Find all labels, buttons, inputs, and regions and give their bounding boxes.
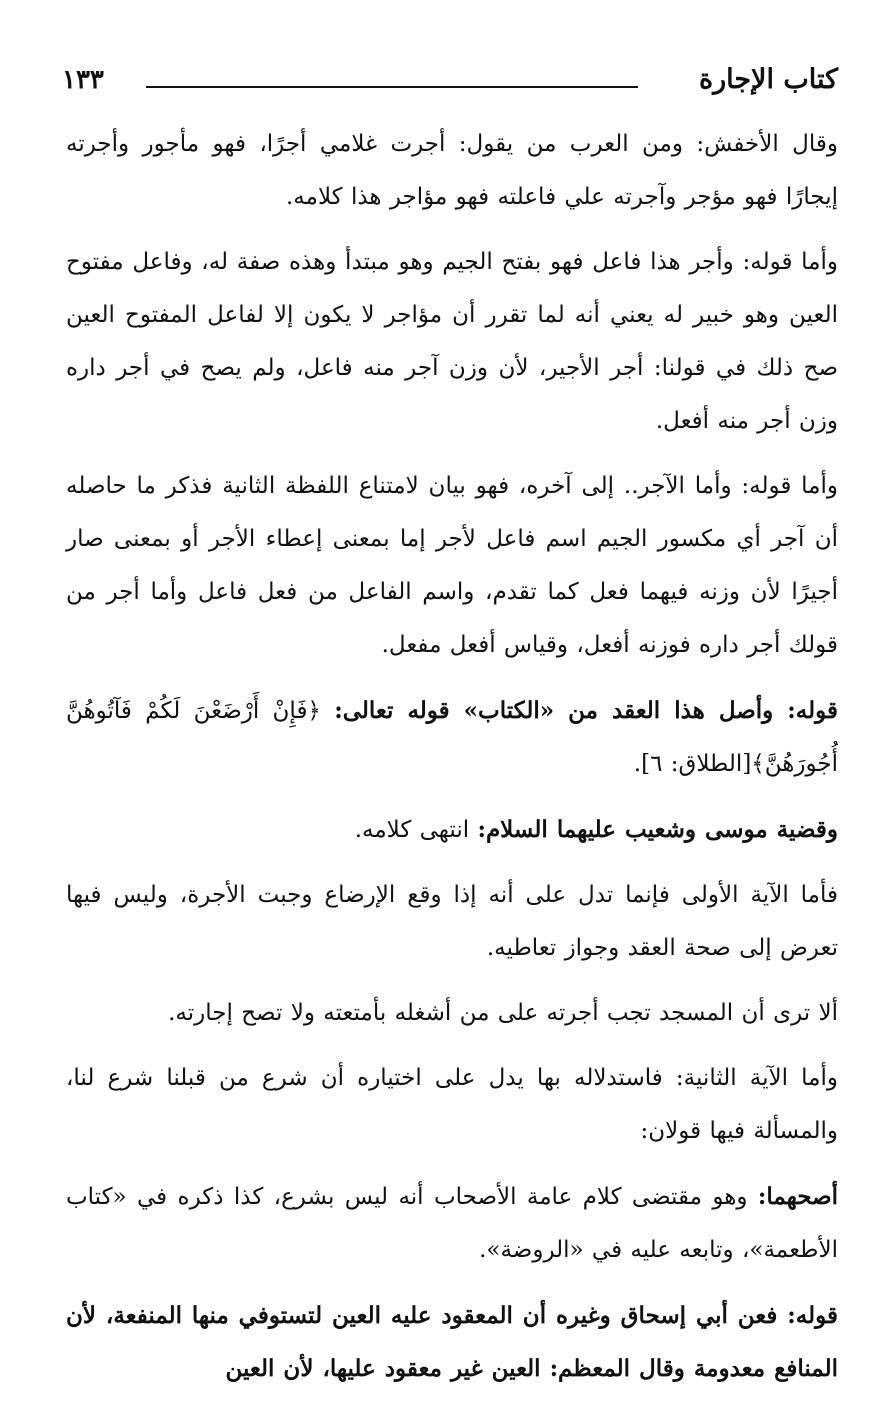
paragraph-lead: قوله: فعن أبي إسحاق وغيره أن المعقود عليه العين لتستوفي منها المنفعة، لأن المنافع معدومة وقال المعظم: العين غير معقود عليها، لأن العين [66,1302,838,1382]
paragraph-fa3il [66,236,838,448]
paragraph-text: وهو مقتضى كلام عامة الأصحاب أنه ليس بشرع، كذا ذكره في «كتاب الأطعمة»، وتابعه عليه في «الروضة». [66,1184,838,1263]
paragraph-second-verse [66,1052,838,1158]
page-number: ١٣٣ [62,65,104,95]
paragraph-akhfash [66,118,838,224]
paragraph-text: انتهى كلامه. [354,817,470,843]
paragraph-lead: وقضية موسى وشعيب عليهما السلام: [477,816,838,843]
paragraph-text: وأما الآية الثانية: فاستدلاله بها يدل على اختياره أن شرع من قبلنا شرع لنا، والمسألة فيها قولان: [66,1065,838,1144]
paragraph-masjid [66,987,838,1040]
paragraph-musa-shuayb [66,803,838,857]
paragraph-asl-al-aqd [66,684,838,791]
paragraph-text: وأما قوله: وأجر هذا فاعل فهو بفتح الجيم وهو مبتدأ وهذه صفة له، وفاعل مفتوح العين وهو خبير له يعني أنه لما تقرر أن مؤاجر لا يكون إلا لفاعل المفتوح العين صح ذلك في قولنا: أجر الأجير، لأن وزن آجر منه فاعل، ولم يصح في أجر داره وزن أجر منه أفعل. [66,249,838,434]
chapter-title: كتاب الإجارة [698,64,838,95]
page-header [62,60,838,104]
header-rule [146,86,638,88]
paragraph-abi-ishaq [66,1289,838,1395]
paragraph-text: فأما الآية الأولى فإنما تدل على أنه إذا وقع الإرضاع وجبت الأجرة، وليس فيها تعرض إلى صحة العقد وجواز تعاطيه. [66,882,838,961]
paragraph-lead: أصحهما: [757,1183,838,1210]
paragraph-ajir [66,460,838,672]
paragraph-text: ألا ترى أن المسجد تجب أجرته على من أشغله بأمتعته ولا تصح إجارته. [168,1000,838,1026]
paragraph-text: وقال الأخفش: ومن العرب من يقول: أجرت غلامي أجرًا، فهو مأجور وأجرته إيجارًا فهو مؤجر وآجرته علي فاعلته فهو مؤاجر هذا كلامه. [66,131,838,210]
page-body [66,118,838,1407]
paragraph-first-verse [66,869,838,975]
paragraph-lead: قوله: وأصل هذا العقد من «الكتاب» قوله تعالى: [334,697,839,724]
quran-verse: ﴿فَإِنْ أَرْضَعْنَ لَكُمْ فَآتُوهُنَّ أُجُورَهُنَّ﴾[الطلاق: ٦]. [66,698,838,777]
paragraph-ashahhuhuma [66,1170,838,1277]
paragraph-text: وأما قوله: وأما الآجر.. إلى آخره، فهو بيان لامتناع اللفظة الثانية فذكر ما حاصله أن آجر أي مكسور الجيم اسم فاعل لأجر إما بمعنى إعطاء الأجر أو بمعنى صار أجيرًا لأن وزنه فيهما فعل كما تقدم، واسم الفاعل من فعل فاعل وأما أجر من قولك أجر داره فوزنه أفعل، وقياس أفعل مفعل. [66,473,838,658]
